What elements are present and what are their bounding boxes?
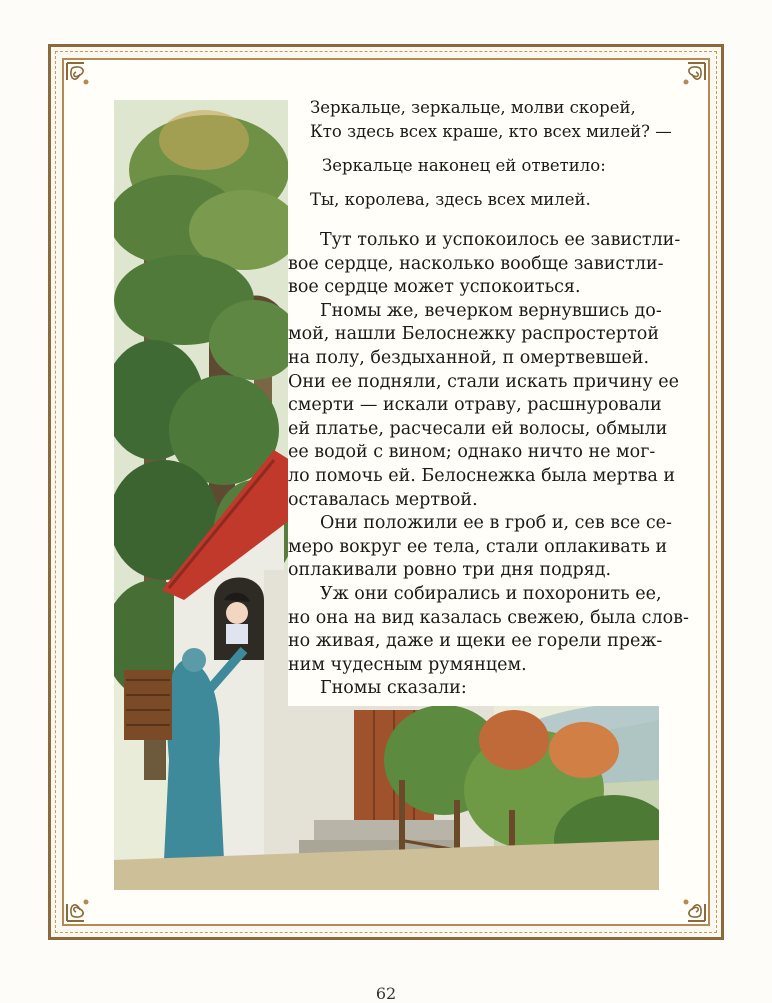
page-number: 62: [375, 984, 397, 1003]
story-text: [288, 229, 689, 701]
text-line: смерти — искали отраву, расшнуровали: [288, 395, 662, 416]
text-line: меро вокруг ее тела, стали оплакивать и: [288, 536, 668, 557]
text-line: Они положили ее в гроб и, сев все се-: [320, 513, 672, 534]
text-line: Гномы сказали:: [320, 678, 467, 699]
text-line: на полу, бездыханной, п омертвевшей.: [288, 347, 650, 368]
text-line: оплакивали ровно три дня подряд.: [288, 560, 612, 581]
text-line: ее водой с вином; однако ничто не мог-: [288, 442, 656, 463]
verse-line: Зеркальце, зеркальце, молви скорей,: [310, 98, 636, 117]
text-line: Они ее подняли, стали искать причину ее: [288, 371, 679, 392]
corner-ornament-top-right: [674, 60, 708, 94]
text-line: мой, нашли Белоснежку распростертой: [288, 324, 659, 345]
text-line: Тут только и успокоилось ее завистли-: [320, 230, 681, 250]
text-line: Уж они собирались и похоронить ее,: [320, 583, 662, 604]
text-line: ним чудесным румянцем.: [288, 654, 527, 675]
corner-ornament-bottom-right: [674, 890, 708, 924]
verse-reply: Ты, королева, здесь всех милей.: [310, 190, 591, 209]
text-line: вое сердце может успокоиться.: [288, 277, 581, 298]
text-line: Гномы же, вечерком вернувшись до-: [320, 300, 662, 321]
text-line: но она на вид казалась свежею, была слов-: [288, 607, 689, 628]
text-line: вое сердце, насколько вообще завистли-: [288, 253, 664, 274]
verse-reply-intro: Зеркальце наконец ей ответило:: [322, 156, 606, 175]
corner-ornament-bottom-left: [64, 890, 98, 924]
text-line: ей платье, расчесали ей волосы, обмыли: [288, 418, 668, 439]
text-line: ло помочь ей. Белоснежка была мертва и: [288, 465, 676, 486]
corner-ornament-top-left: [64, 60, 98, 94]
text-line: но живая, даже и щеки ее горели преж-: [288, 631, 663, 652]
text-line: оставалась мертвой.: [288, 489, 478, 510]
verse-line: Кто здесь всех краше, кто всех милей? —: [310, 122, 672, 141]
